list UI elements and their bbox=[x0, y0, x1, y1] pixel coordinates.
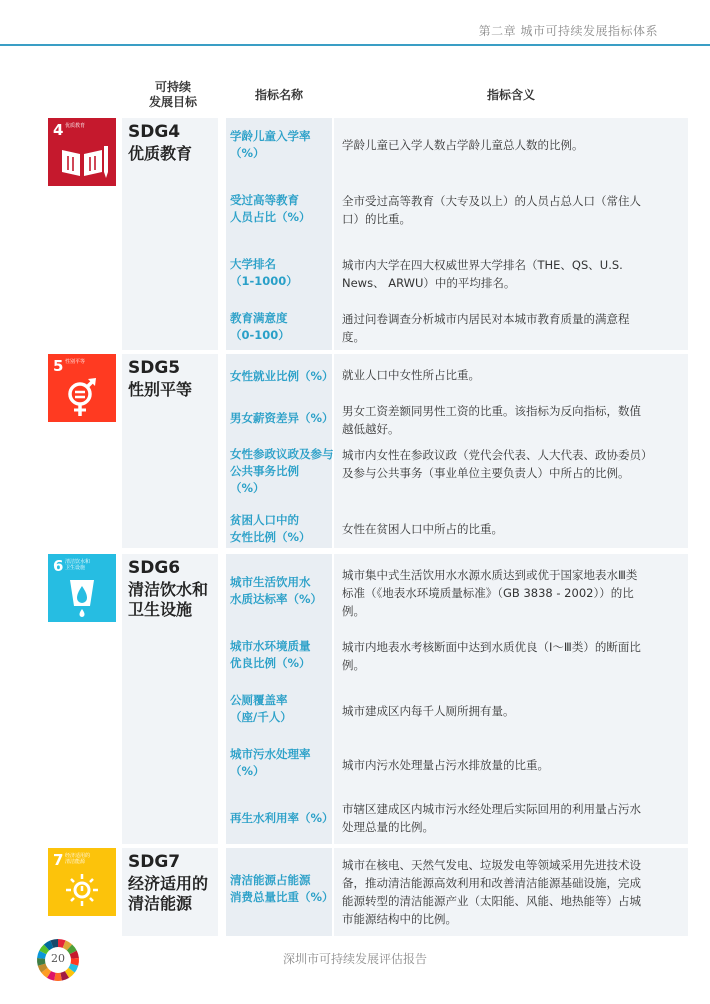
indicator-meaning: 城市集中式生活饮用水水源水质达到或优于国家地表水Ⅲ类标准（《地表水环境质量标准》（GB 3838 - 2002））的比例。 bbox=[342, 568, 638, 618]
indicator-meaning: 女性在贫困人口中所占的比重。 bbox=[342, 522, 503, 536]
indicator-name: 女性参政议政及参与公共事务比例 （%） bbox=[230, 447, 334, 495]
sdg5-indicator-column bbox=[226, 354, 332, 548]
report-title: 深圳市可持续发展评估报告 bbox=[282, 952, 427, 966]
header-rule bbox=[0, 44, 710, 46]
sun-power-icon bbox=[48, 870, 116, 912]
sdg7-tile-number: 7 bbox=[53, 851, 64, 869]
sdg7-code: SDG7 bbox=[128, 852, 181, 872]
indicator-meaning: 城市建成区内每千人厕所拥有量。 bbox=[342, 704, 515, 718]
column-header-indicator: 指标名称 bbox=[254, 88, 303, 102]
indicator-name: 贫困人口中的 女性比例（%） bbox=[230, 513, 311, 544]
gender-equality-icon bbox=[48, 376, 116, 418]
sdg4-section bbox=[48, 118, 688, 350]
sdg5-tile-number: 5 bbox=[53, 357, 64, 375]
sdg5-name: 性别平等 bbox=[128, 380, 193, 399]
sdg4-tile-label: 优质教育 bbox=[65, 123, 86, 129]
sdg7-goal-cell bbox=[122, 848, 218, 936]
indicator-meaning: 城市内污水处理量占污水排放量的比重。 bbox=[342, 758, 549, 772]
sdg4-tile-number: 4 bbox=[53, 121, 64, 139]
sdg4-tile bbox=[48, 118, 116, 186]
sdg4-meaning-column bbox=[334, 118, 688, 350]
book-pencil-icon bbox=[48, 140, 116, 182]
indicator-name: 公厕覆盖率 （座/千人） bbox=[230, 693, 292, 724]
sdg7-indicator-column bbox=[226, 848, 332, 936]
sdg6-name: 清洁饮水和卫生设施 bbox=[128, 580, 209, 619]
sdg4-code: SDG4 bbox=[128, 122, 181, 142]
indicator-name: 清洁能源占能源 消费总量比重（%） bbox=[230, 873, 334, 904]
sdg6-tile bbox=[48, 554, 116, 622]
indicator-meaning: 就业人口中女性所占比重。 bbox=[342, 368, 480, 382]
indicator-meaning: 城市内地表水考核断面中达到水质优良（Ⅰ～Ⅲ类）的断面比例。 bbox=[342, 640, 641, 672]
indicator-name: 教育满意度 （0-100） bbox=[230, 311, 290, 342]
indicator-meaning: 男女工资差额同男性工资的比重。该指标为反向指标，数值越低越好。 bbox=[342, 404, 641, 436]
sdg6-section bbox=[48, 554, 688, 844]
sdg4-goal-cell bbox=[122, 118, 218, 350]
indicator-meaning: 市辖区建成区内城市污水经处理后实际回用的利用量占污水处理总量的比例。 bbox=[342, 802, 641, 834]
sdg6-meaning-column bbox=[334, 554, 688, 844]
sdg6-tile-number: 6 bbox=[53, 557, 64, 575]
indicator-name: 再生水利用率（%） bbox=[230, 811, 334, 825]
indicator-name: 大学排名 （1-1000） bbox=[230, 257, 298, 288]
sdg7-section bbox=[48, 848, 688, 936]
indicator-meaning: 城市内女性在参政议政（党代会代表、人大代表、政协委员）及参与公共事务（事业单位主要负责人）中所占的比例。 bbox=[342, 448, 647, 480]
indicator-name: 学龄儿童入学率 （%） bbox=[230, 129, 311, 160]
sdg4-indicator-column bbox=[226, 118, 332, 350]
indicator-name: 城市水环境质量 优良比例（%） bbox=[230, 639, 311, 670]
indicator-meaning: 通过问卷调查分析城市内居民对本城市教育质量的满意程度。 bbox=[342, 312, 630, 344]
sdg5-meaning-column bbox=[334, 354, 688, 548]
indicator-meaning: 城市内大学在四大权威世界大学排名（THE、QS、U.S. News、 ARWU）中的平均排名。 bbox=[342, 258, 623, 290]
column-header-meaning: 指标含义 bbox=[486, 88, 535, 102]
indicator-name: 城市污水处理率 （%） bbox=[230, 747, 311, 778]
water-drop-icon bbox=[48, 576, 116, 618]
sdg5-tile bbox=[48, 354, 116, 422]
page-number: 20 bbox=[51, 952, 65, 965]
sdg6-indicator-column bbox=[226, 554, 332, 844]
indicator-name: 男女薪资差异（%） bbox=[230, 411, 334, 425]
sdg7-tile bbox=[48, 848, 116, 916]
sdg7-name: 经济适用的清洁能源 bbox=[128, 874, 209, 913]
indicator-meaning: 城市在核电、天然气发电、垃圾发电等领域采用先进技术设备，推动清洁能源高效利用和改善清洁能源基础设施，完成能源转型的清洁能源产业（太阳能、风能、地热能等）占城市能源结构中的比例。 bbox=[342, 858, 641, 926]
sdg7-meaning-column bbox=[334, 848, 688, 936]
sdg5-code: SDG5 bbox=[128, 358, 181, 378]
sdg6-tile-label: 清洁饮水和 卫生设施 bbox=[65, 559, 91, 571]
header-chapter: 第二章 城市可持续发展指标体系 bbox=[478, 24, 658, 38]
sdg5-tile-label: 性别平等 bbox=[65, 359, 86, 365]
sdg5-section bbox=[48, 354, 688, 548]
indicator-meaning: 全市受过高等教育（大专及以上）的人员占总人口（常住人口）的比重。 bbox=[342, 194, 641, 226]
indicator-name: 受过高等教育 人员占比（%） bbox=[230, 193, 311, 224]
sdg7-tile-label: 经济适用的 清洁能源 bbox=[65, 853, 91, 865]
column-header-goal: 可持续 发展目标 bbox=[148, 80, 197, 109]
indicator-meaning: 学龄儿童已入学人数占学龄儿童总人数的比例。 bbox=[342, 138, 584, 152]
sdg5-goal-cell bbox=[122, 354, 218, 548]
indicator-name: 城市生活饮用水 水质达标率（%） bbox=[230, 575, 323, 606]
sdg6-code: SDG6 bbox=[128, 558, 181, 578]
indicator-name: 女性就业比例（%） bbox=[230, 369, 334, 383]
sdg6-goal-cell bbox=[122, 554, 218, 844]
sdg4-name: 优质教育 bbox=[128, 144, 193, 163]
